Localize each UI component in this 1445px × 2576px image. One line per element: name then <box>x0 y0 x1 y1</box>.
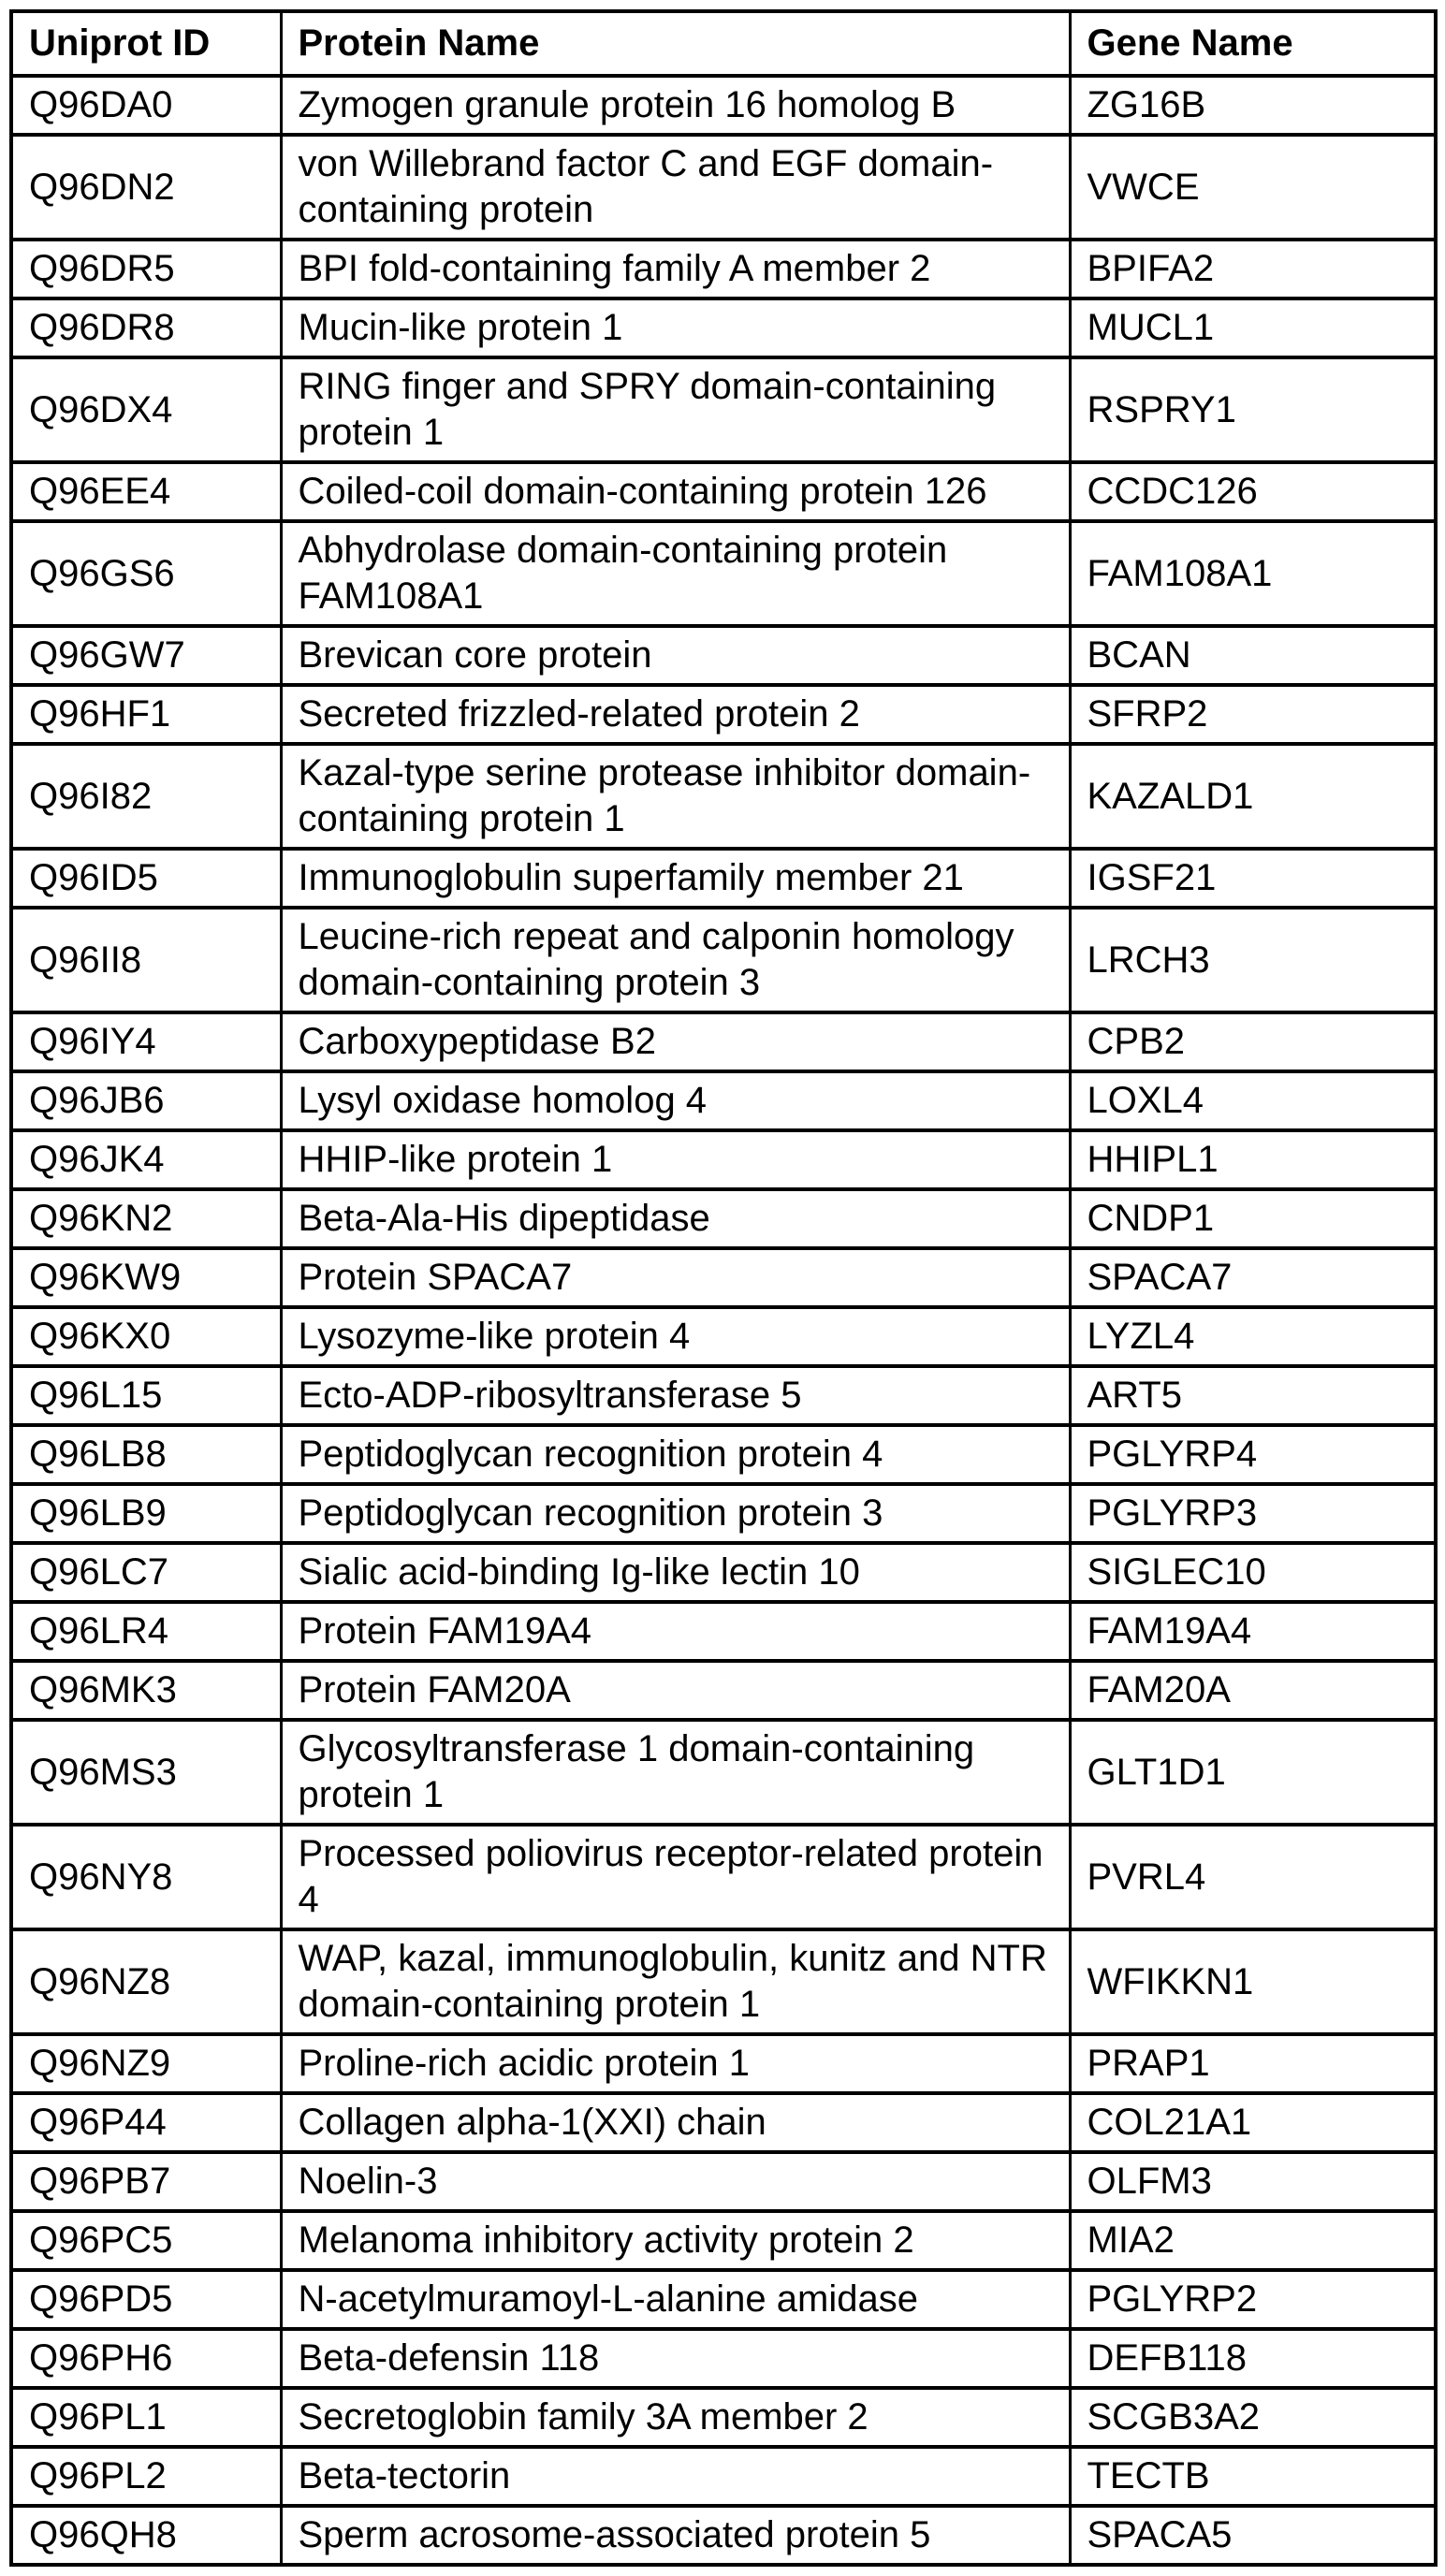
gene-name-cell: MUCL1 <box>1070 298 1436 357</box>
uniprot-id-cell: Q96MK3 <box>11 1661 281 1720</box>
uniprot-id-cell: Q96ID5 <box>11 849 281 908</box>
uniprot-id-cell: Q96NZ9 <box>11 2034 281 2093</box>
protein-name-cell: Protein SPACA7 <box>281 1248 1070 1307</box>
uniprot-id-cell: Q96KN2 <box>11 1189 281 1248</box>
protein-name-cell: Secreted frizzled-related protein 2 <box>281 685 1070 744</box>
protein-name-cell: Sialic acid-binding Ig-like lectin 10 <box>281 1543 1070 1602</box>
gene-name-cell: SIGLEC10 <box>1070 1543 1436 1602</box>
protein-name-cell: WAP, kazal, immunoglobulin, kunitz and NTR domain-containing protein 1 <box>281 1929 1070 2034</box>
table-body <box>11 76 1436 2565</box>
table-row <box>11 1825 1436 1929</box>
gene-name-cell: SPACA7 <box>1070 1248 1436 1307</box>
gene-name-cell: COL21A1 <box>1070 2093 1436 2152</box>
gene-name-cell: LYZL4 <box>1070 1307 1436 1366</box>
table-row <box>11 685 1436 744</box>
table-row <box>11 1366 1436 1425</box>
table-row <box>11 1720 1436 1825</box>
protein-table <box>9 9 1438 2567</box>
table-row <box>11 744 1436 849</box>
table-row <box>11 1484 1436 1543</box>
gene-name-cell: CNDP1 <box>1070 1189 1436 1248</box>
uniprot-id-cell: Q96KX0 <box>11 1307 281 1366</box>
gene-name-cell: RSPRY1 <box>1070 357 1436 462</box>
uniprot-id-cell: Q96DX4 <box>11 357 281 462</box>
uniprot-id-cell: Q96I82 <box>11 744 281 849</box>
uniprot-id-cell: Q96DR5 <box>11 240 281 298</box>
uniprot-id-cell: Q96GS6 <box>11 521 281 626</box>
protein-name-cell: Lysozyme-like protein 4 <box>281 1307 1070 1366</box>
gene-name-cell: BCAN <box>1070 626 1436 685</box>
gene-name-cell: IGSF21 <box>1070 849 1436 908</box>
uniprot-id-cell: Q96PL2 <box>11 2447 281 2506</box>
header-row <box>11 11 1436 76</box>
protein-name-cell: Collagen alpha-1(XXI) chain <box>281 2093 1070 2152</box>
gene-name-cell: FAM108A1 <box>1070 521 1436 626</box>
gene-name-cell: PVRL4 <box>1070 1825 1436 1929</box>
gene-name-cell: TECTB <box>1070 2447 1436 2506</box>
uniprot-id-cell: Q96PB7 <box>11 2152 281 2211</box>
protein-name-cell: RING finger and SPRY domain-containing protein 1 <box>281 357 1070 462</box>
table-row <box>11 2447 1436 2506</box>
protein-name-cell: HHIP-like protein 1 <box>281 1130 1070 1189</box>
table-row <box>11 1071 1436 1130</box>
protein-name-cell: Peptidoglycan recognition protein 4 <box>281 1425 1070 1484</box>
table-row <box>11 135 1436 240</box>
table-row <box>11 1543 1436 1602</box>
gene-name-cell: CPB2 <box>1070 1012 1436 1071</box>
column-header-gene-name: Gene Name <box>1070 11 1436 76</box>
table-row <box>11 1929 1436 2034</box>
uniprot-id-cell: Q96JB6 <box>11 1071 281 1130</box>
gene-name-cell: BPIFA2 <box>1070 240 1436 298</box>
table-row <box>11 626 1436 685</box>
uniprot-id-cell: Q96LC7 <box>11 1543 281 1602</box>
gene-name-cell: MIA2 <box>1070 2211 1436 2270</box>
uniprot-id-cell: Q96GW7 <box>11 626 281 685</box>
protein-name-cell: Lysyl oxidase homolog 4 <box>281 1071 1070 1130</box>
table-row <box>11 1189 1436 1248</box>
table-row <box>11 298 1436 357</box>
protein-name-cell: Secretoglobin family 3A member 2 <box>281 2388 1070 2447</box>
uniprot-id-cell: Q96MS3 <box>11 1720 281 1825</box>
uniprot-id-cell: Q96L15 <box>11 1366 281 1425</box>
gene-name-cell: ART5 <box>1070 1366 1436 1425</box>
protein-name-cell: Ecto-ADP-ribosyltransferase 5 <box>281 1366 1070 1425</box>
table-row <box>11 1602 1436 1661</box>
gene-name-cell: WFIKKN1 <box>1070 1929 1436 2034</box>
gene-name-cell: SPACA5 <box>1070 2506 1436 2565</box>
protein-name-cell: Abhydrolase domain-containing protein FAM108A1 <box>281 521 1070 626</box>
protein-name-cell: Protein FAM20A <box>281 1661 1070 1720</box>
gene-name-cell: PGLYRP3 <box>1070 1484 1436 1543</box>
table-row <box>11 2093 1436 2152</box>
uniprot-id-cell: Q96NY8 <box>11 1825 281 1929</box>
table-row <box>11 2329 1436 2388</box>
gene-name-cell: LRCH3 <box>1070 908 1436 1012</box>
uniprot-id-cell: Q96HF1 <box>11 685 281 744</box>
protein-name-cell: Beta-tectorin <box>281 2447 1070 2506</box>
gene-name-cell: LOXL4 <box>1070 1071 1436 1130</box>
table-row <box>11 1012 1436 1071</box>
protein-name-cell: Brevican core protein <box>281 626 1070 685</box>
table-row <box>11 521 1436 626</box>
uniprot-id-cell: Q96P44 <box>11 2093 281 2152</box>
table-row <box>11 1425 1436 1484</box>
uniprot-id-cell: Q96LB9 <box>11 1484 281 1543</box>
uniprot-id-cell: Q96EE4 <box>11 462 281 521</box>
protein-name-cell: Beta-defensin 118 <box>281 2329 1070 2388</box>
uniprot-id-cell: Q96NZ8 <box>11 1929 281 2034</box>
gene-name-cell: GLT1D1 <box>1070 1720 1436 1825</box>
table-row <box>11 1661 1436 1720</box>
uniprot-id-cell: Q96KW9 <box>11 1248 281 1307</box>
uniprot-id-cell: Q96LB8 <box>11 1425 281 1484</box>
table-row <box>11 1130 1436 1189</box>
column-header-protein-name: Protein Name <box>281 11 1070 76</box>
table-row <box>11 1248 1436 1307</box>
protein-name-cell: von Willebrand factor C and EGF domain-containing protein <box>281 135 1070 240</box>
protein-name-cell: Peptidoglycan recognition protein 3 <box>281 1484 1070 1543</box>
protein-name-cell: Beta-Ala-His dipeptidase <box>281 1189 1070 1248</box>
gene-name-cell: SFRP2 <box>1070 685 1436 744</box>
table-row <box>11 908 1436 1012</box>
gene-name-cell: DEFB118 <box>1070 2329 1436 2388</box>
protein-name-cell: Zymogen granule protein 16 homolog B <box>281 76 1070 135</box>
table-row <box>11 240 1436 298</box>
uniprot-id-cell: Q96DN2 <box>11 135 281 240</box>
gene-name-cell: HHIPL1 <box>1070 1130 1436 1189</box>
table-row <box>11 357 1436 462</box>
gene-name-cell: FAM19A4 <box>1070 1602 1436 1661</box>
uniprot-id-cell: Q96PC5 <box>11 2211 281 2270</box>
table-row <box>11 76 1436 135</box>
gene-name-cell: PGLYRP2 <box>1070 2270 1436 2329</box>
protein-name-cell: BPI fold-containing family A member 2 <box>281 240 1070 298</box>
protein-name-cell: Kazal-type serine protease inhibitor domain-containing protein 1 <box>281 744 1070 849</box>
protein-name-cell: Proline-rich acidic protein 1 <box>281 2034 1070 2093</box>
protein-name-cell: N-acetylmuramoyl-L-alanine amidase <box>281 2270 1070 2329</box>
gene-name-cell: CCDC126 <box>1070 462 1436 521</box>
protein-name-cell: Noelin-3 <box>281 2152 1070 2211</box>
uniprot-id-cell: Q96PL1 <box>11 2388 281 2447</box>
table-row <box>11 2152 1436 2211</box>
protein-name-cell: Coiled-coil domain-containing protein 126 <box>281 462 1070 521</box>
protein-name-cell: Processed poliovirus receptor-related protein 4 <box>281 1825 1070 1929</box>
gene-name-cell: PGLYRP4 <box>1070 1425 1436 1484</box>
table-row <box>11 2506 1436 2565</box>
protein-name-cell: Melanoma inhibitory activity protein 2 <box>281 2211 1070 2270</box>
protein-name-cell: Immunoglobulin superfamily member 21 <box>281 849 1070 908</box>
uniprot-id-cell: Q96IY4 <box>11 1012 281 1071</box>
protein-name-cell: Carboxypeptidase B2 <box>281 1012 1070 1071</box>
protein-name-cell: Protein FAM19A4 <box>281 1602 1070 1661</box>
uniprot-id-cell: Q96DR8 <box>11 298 281 357</box>
uniprot-id-cell: Q96DA0 <box>11 76 281 135</box>
gene-name-cell: KAZALD1 <box>1070 744 1436 849</box>
gene-name-cell: PRAP1 <box>1070 2034 1436 2093</box>
protein-name-cell: Leucine-rich repeat and calponin homology domain-containing protein 3 <box>281 908 1070 1012</box>
uniprot-id-cell: Q96II8 <box>11 908 281 1012</box>
protein-name-cell: Mucin-like protein 1 <box>281 298 1070 357</box>
gene-name-cell: FAM20A <box>1070 1661 1436 1720</box>
table-row <box>11 2034 1436 2093</box>
uniprot-id-cell: Q96QH8 <box>11 2506 281 2565</box>
table-row <box>11 849 1436 908</box>
gene-name-cell: SCGB3A2 <box>1070 2388 1436 2447</box>
uniprot-id-cell: Q96PD5 <box>11 2270 281 2329</box>
table-row <box>11 2388 1436 2447</box>
table-row <box>11 2211 1436 2270</box>
uniprot-id-cell: Q96LR4 <box>11 1602 281 1661</box>
protein-name-cell: Sperm acrosome-associated protein 5 <box>281 2506 1070 2565</box>
gene-name-cell: VWCE <box>1070 135 1436 240</box>
table-row <box>11 462 1436 521</box>
gene-name-cell: ZG16B <box>1070 76 1436 135</box>
gene-name-cell: OLFM3 <box>1070 2152 1436 2211</box>
uniprot-id-cell: Q96PH6 <box>11 2329 281 2388</box>
protein-name-cell: Glycosyltransferase 1 domain-containing protein 1 <box>281 1720 1070 1825</box>
table-row <box>11 1307 1436 1366</box>
uniprot-id-cell: Q96JK4 <box>11 1130 281 1189</box>
column-header-uniprot-id: Uniprot ID <box>11 11 281 76</box>
table-row <box>11 2270 1436 2329</box>
